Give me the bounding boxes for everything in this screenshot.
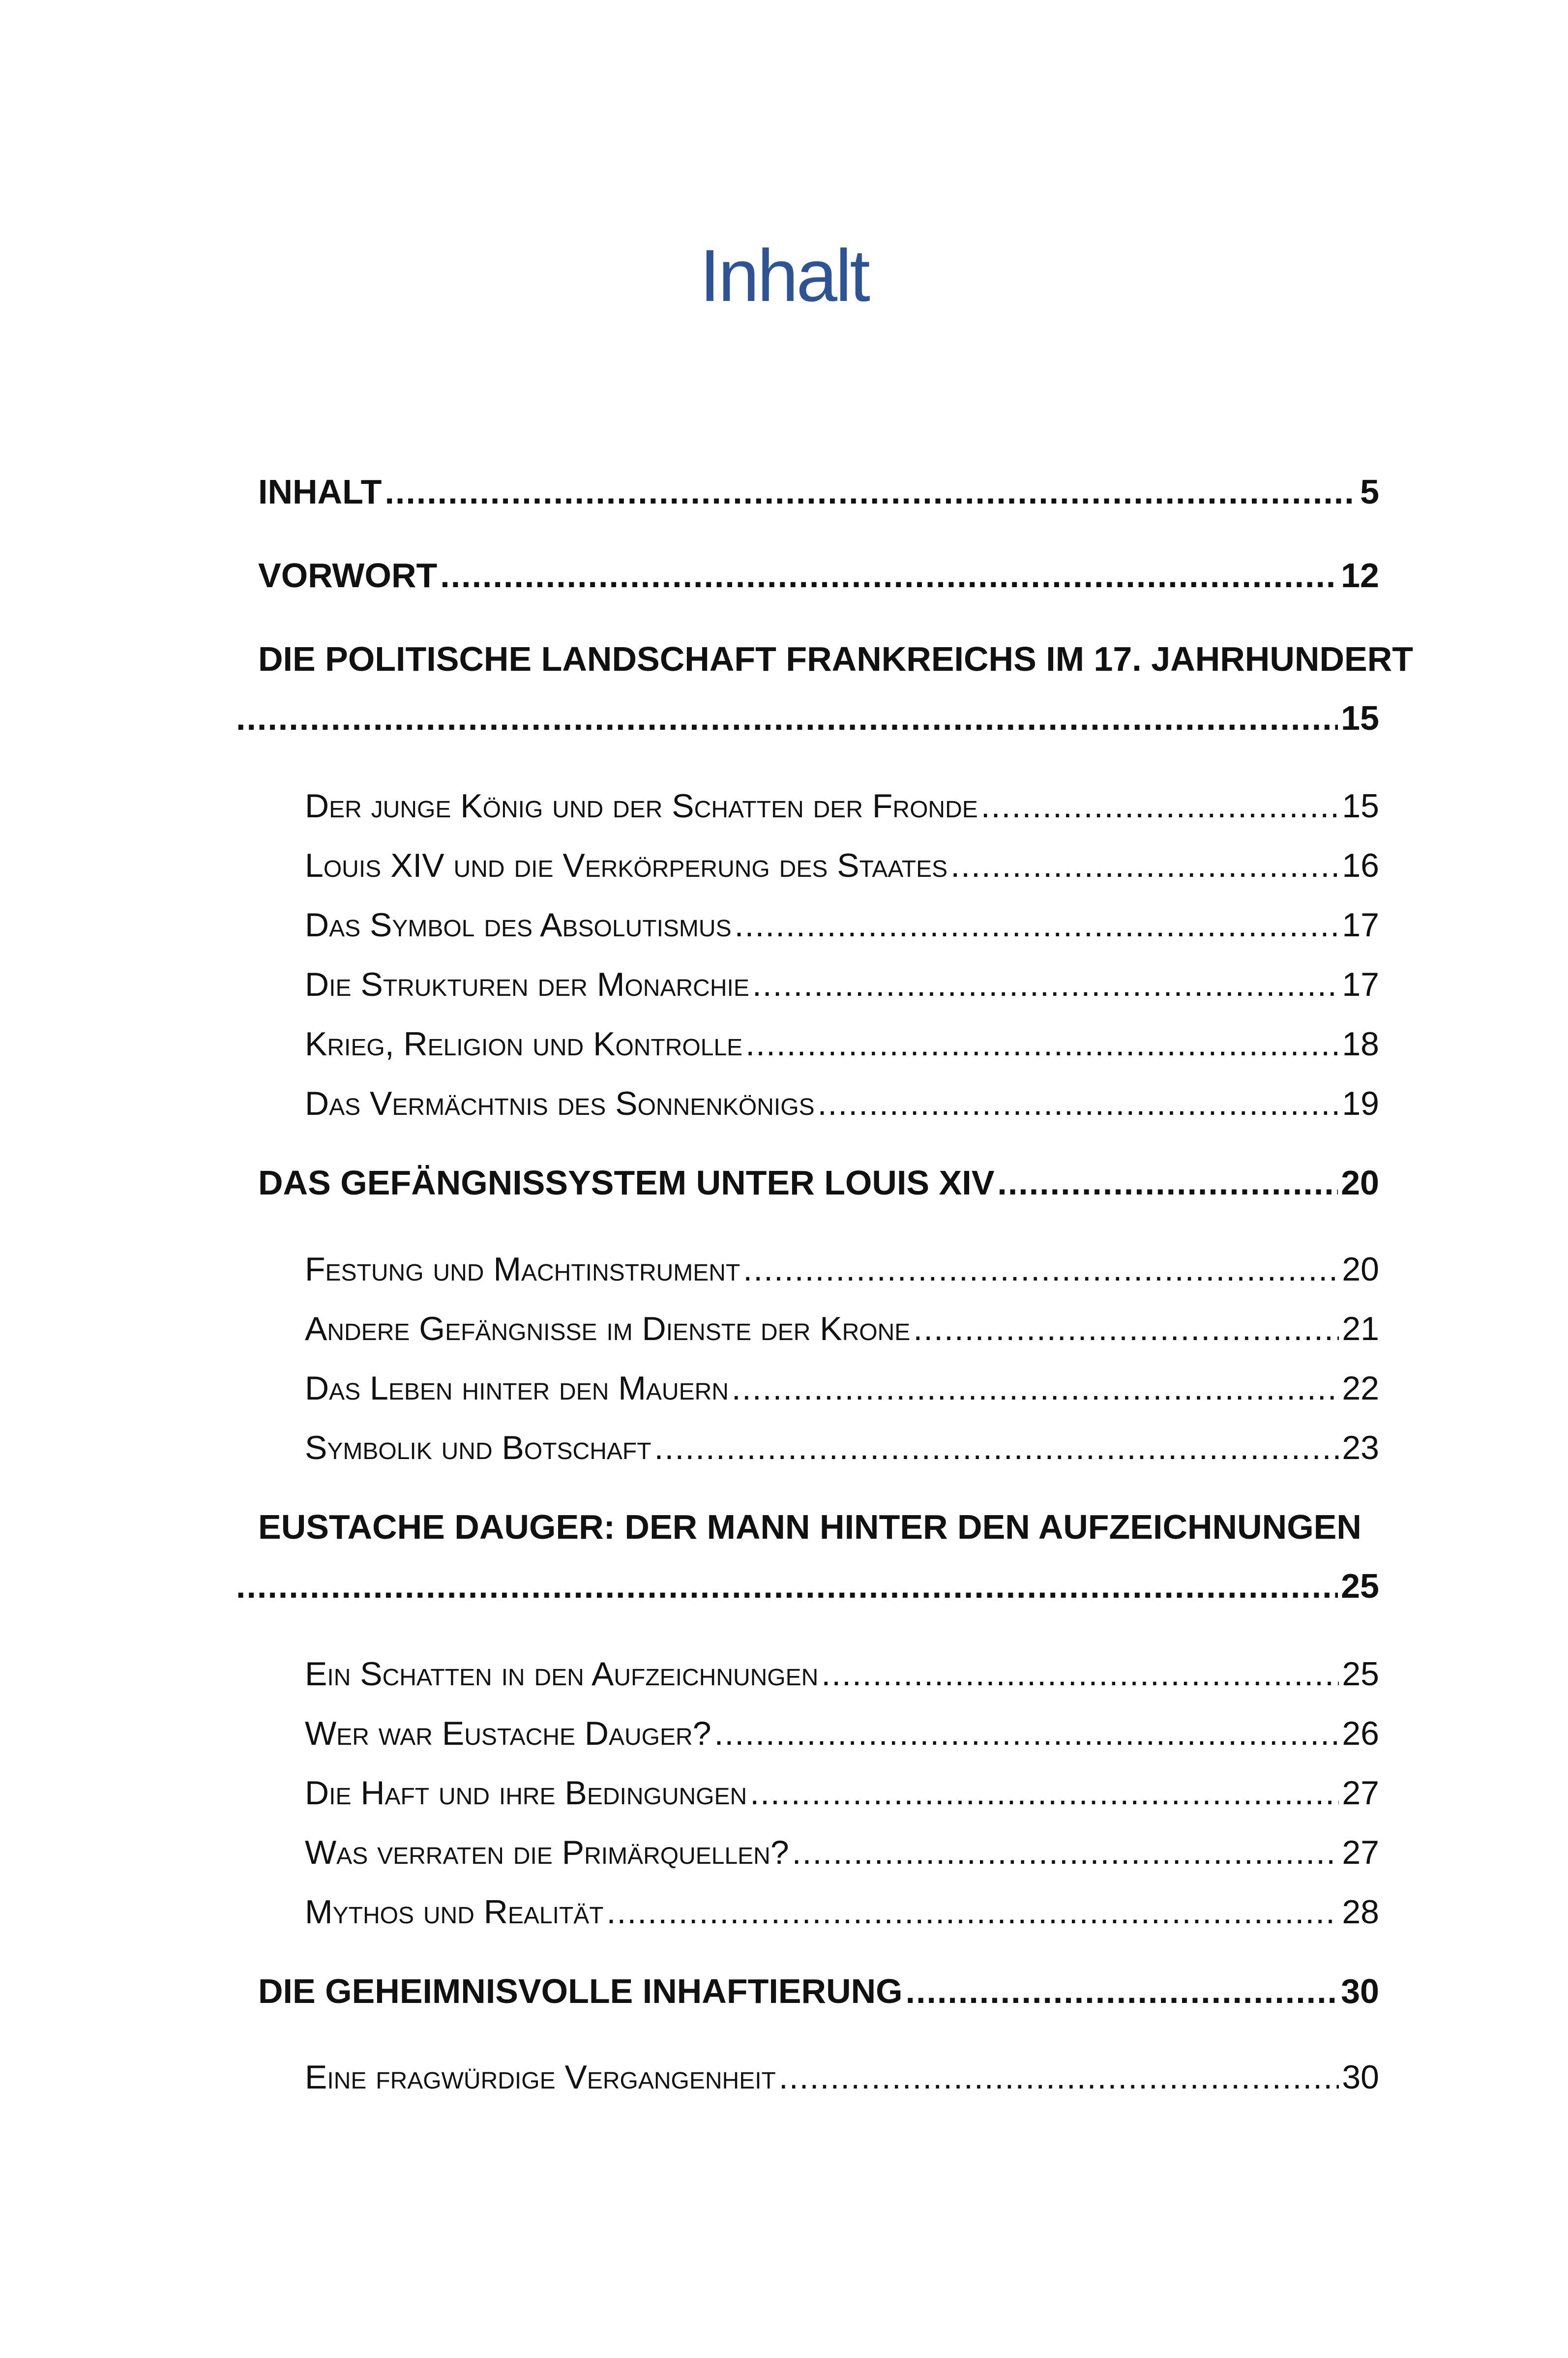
toc-entry-label: Krieg, Religion und Kontrolle bbox=[305, 1025, 743, 1063]
toc-section-entry[interactable] bbox=[305, 1307, 1379, 1350]
toc-entry-label: Festung und Machtinstrument bbox=[305, 1251, 740, 1288]
toc-entry-page: 30 bbox=[1341, 1972, 1379, 2010]
toc-entry-page: 17 bbox=[1342, 906, 1379, 944]
toc-chapter-title-3[interactable]: EUSTACHE DAUGER: DER MANN HINTER DEN AUFZEICHNUNGEN bbox=[258, 1508, 1361, 1546]
toc-entry-page: 5 bbox=[1360, 473, 1379, 511]
toc-entry-page: 30 bbox=[1342, 2059, 1379, 2096]
dot-leader bbox=[913, 1307, 1339, 1350]
toc-entry-label: Das Leben hinter den Mauern bbox=[305, 1370, 729, 1407]
toc-entry-page: 22 bbox=[1342, 1370, 1379, 1407]
dot-leader bbox=[750, 1771, 1339, 1815]
toc-section-entry[interactable] bbox=[305, 1248, 1379, 1291]
dot-leader bbox=[821, 1652, 1339, 1696]
page-title: Inhalt bbox=[700, 234, 868, 317]
toc-entry-page: 16 bbox=[1342, 847, 1379, 884]
toc-entry-page: 27 bbox=[1342, 1834, 1379, 1871]
toc-entry-page: 17 bbox=[1342, 966, 1379, 1003]
toc-entry-label: VORWORT bbox=[258, 556, 438, 595]
dot-leader bbox=[607, 1890, 1339, 1934]
toc-entry-label: DIE GEHEIMNISVOLLE INHAFTIERUNG bbox=[258, 1972, 903, 2010]
toc-section-entry[interactable] bbox=[305, 963, 1379, 1006]
dot-leader bbox=[654, 1426, 1339, 1469]
toc-section-entry[interactable] bbox=[305, 1426, 1379, 1469]
toc-entry-label: Die Strukturen der Monarchie bbox=[305, 966, 749, 1003]
toc-entry-label: Ein Schatten in den Aufzeichnungen bbox=[305, 1655, 819, 1693]
toc-chapter-title-1[interactable]: DIE POLITISCHE LANDSCHAFT FRANKREICHS IM 17. JAHRHUNDERT bbox=[258, 640, 1413, 678]
dot-leader bbox=[236, 696, 1338, 740]
toc-entry-label: Der junge König und der Schatten der Fronde bbox=[305, 787, 978, 825]
toc-chapter-entry-4[interactable] bbox=[258, 1969, 1379, 2013]
toc-entry-page: 25 bbox=[1341, 1567, 1379, 1605]
toc-chapter-leader-1[interactable] bbox=[236, 696, 1379, 740]
toc-section-entry[interactable] bbox=[305, 1771, 1379, 1815]
toc-entry-page: 15 bbox=[1341, 699, 1379, 737]
dot-leader bbox=[981, 784, 1339, 828]
dot-leader bbox=[997, 1161, 1338, 1205]
toc-entry-label: Was verraten die Primärquellen? bbox=[305, 1834, 789, 1871]
toc-entry-page: 28 bbox=[1342, 1893, 1379, 1931]
toc-entry-label: Eine fragwürdige Vergangenheit bbox=[305, 2059, 776, 2096]
toc-entry-label: Mythos und Realität bbox=[305, 1893, 604, 1931]
toc-section-entry[interactable] bbox=[305, 1831, 1379, 1874]
toc-section-entry[interactable] bbox=[305, 1712, 1379, 1755]
toc-chapter-leader-3[interactable] bbox=[236, 1564, 1379, 1608]
dot-leader bbox=[906, 1969, 1338, 2013]
dot-leader bbox=[745, 1022, 1339, 1066]
toc-entry-vorwort[interactable] bbox=[258, 553, 1379, 597]
toc-section-entry[interactable] bbox=[305, 1890, 1379, 1934]
toc-entry-label: Wer war Eustache Dauger? bbox=[305, 1715, 711, 1752]
toc-entry-page: 23 bbox=[1342, 1429, 1379, 1466]
toc-entry-label: DAS GEFÄNGNISSYSTEM UNTER LOUIS XIV bbox=[258, 1164, 995, 1202]
toc-entry-page: 26 bbox=[1342, 1715, 1379, 1752]
toc-entry-page: 20 bbox=[1341, 1164, 1379, 1202]
toc-section-entry[interactable] bbox=[305, 784, 1379, 828]
toc-chapter-entry-2[interactable] bbox=[258, 1161, 1379, 1205]
toc-section-entry[interactable] bbox=[305, 2056, 1379, 2099]
toc-entry-label: Das Symbol des Absolutismus bbox=[305, 906, 732, 944]
dot-leader bbox=[440, 553, 1338, 597]
dot-leader bbox=[714, 1712, 1339, 1755]
toc-entry-label: Symbolik und Botschaft bbox=[305, 1429, 651, 1466]
toc-entry-page: 19 bbox=[1342, 1085, 1379, 1122]
dot-leader bbox=[792, 1831, 1339, 1874]
toc-section-entry[interactable] bbox=[305, 1652, 1379, 1696]
toc-entry-label: Louis XIV und die Verkörperung des Staates bbox=[305, 847, 948, 884]
toc-entry-label: Andere Gefängnisse im Dienste der Krone bbox=[305, 1310, 911, 1347]
dot-leader bbox=[743, 1248, 1339, 1291]
toc-entry-page: 25 bbox=[1342, 1655, 1379, 1693]
toc-entry-page: 12 bbox=[1341, 556, 1379, 595]
dot-leader bbox=[779, 2056, 1339, 2099]
dot-leader bbox=[732, 1367, 1339, 1410]
toc-entry-page: 21 bbox=[1342, 1310, 1379, 1347]
dot-leader bbox=[950, 844, 1339, 887]
dot-leader bbox=[752, 963, 1339, 1006]
toc-entry-page: 15 bbox=[1342, 787, 1379, 825]
dot-leader bbox=[818, 1082, 1339, 1125]
toc-entry-page: 18 bbox=[1342, 1025, 1379, 1063]
dot-leader bbox=[735, 903, 1339, 947]
toc-section-entry[interactable] bbox=[305, 844, 1379, 887]
toc-entry-label: Das Vermächtnis des Sonnenkönigs bbox=[305, 1085, 815, 1122]
toc-entry-label: INHALT bbox=[258, 473, 382, 511]
toc-entry-page: 27 bbox=[1342, 1774, 1379, 1812]
toc-section-entry[interactable] bbox=[305, 903, 1379, 947]
toc-section-entry[interactable] bbox=[305, 1022, 1379, 1066]
toc-entry-inhalt[interactable] bbox=[258, 470, 1379, 514]
dot-leader bbox=[385, 470, 1357, 514]
toc-section-entry[interactable] bbox=[305, 1082, 1379, 1125]
toc-section-entry[interactable] bbox=[305, 1367, 1379, 1410]
toc-entry-page: 20 bbox=[1342, 1251, 1379, 1288]
toc-entry-label: Die Haft und ihre Bedingungen bbox=[305, 1774, 747, 1812]
dot-leader bbox=[236, 1564, 1338, 1608]
